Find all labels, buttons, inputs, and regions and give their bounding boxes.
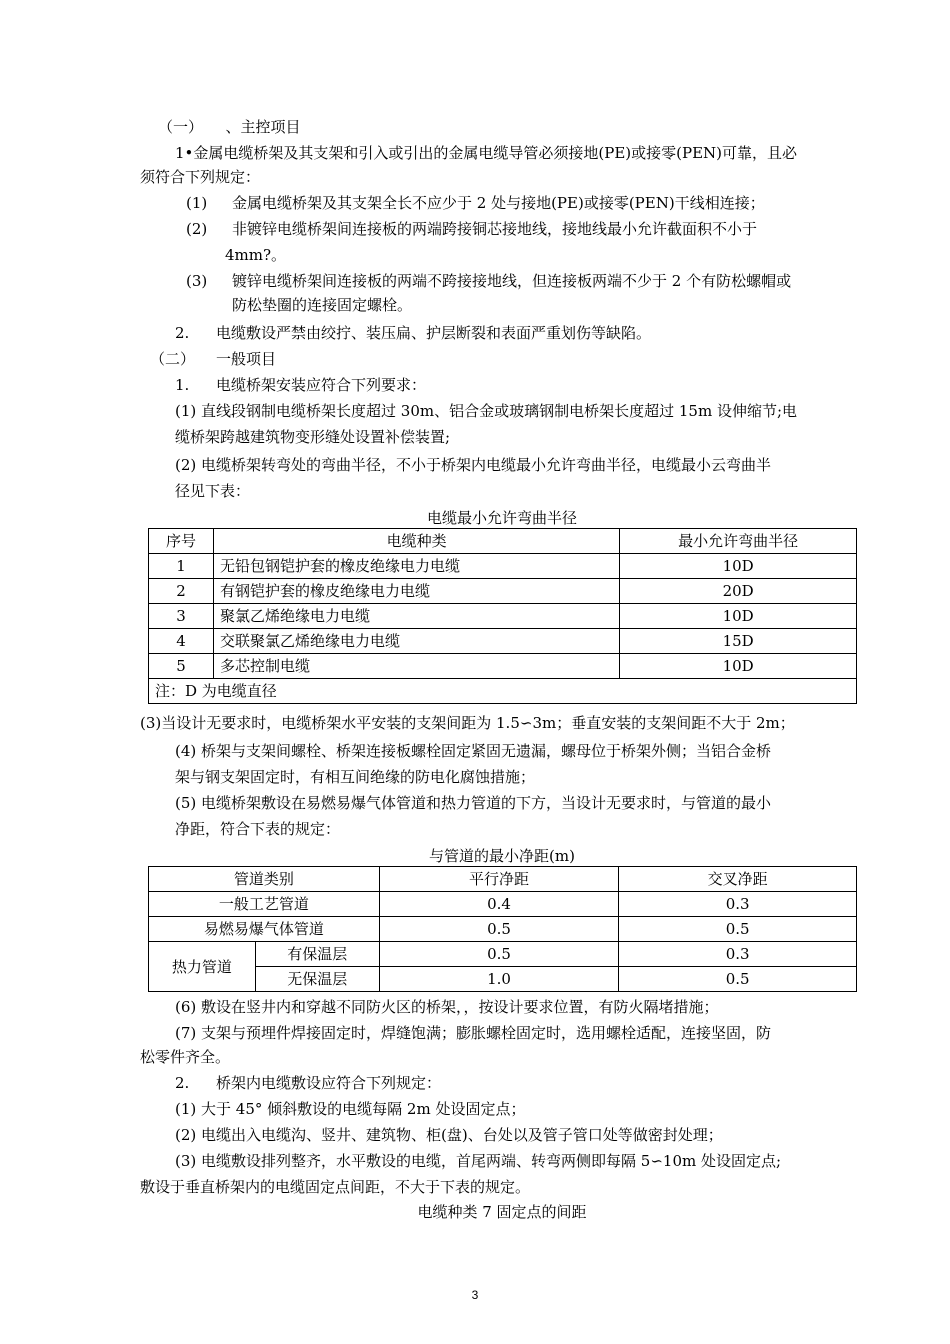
list-number: 1. <box>175 376 190 394</box>
table-cell: 有钢铠护套的橡皮绝缘电力电缆 <box>213 579 619 604</box>
table-row <box>149 942 857 967</box>
list-number: (3) <box>186 272 208 290</box>
table-header-cell: 序号 <box>149 529 214 554</box>
paragraph-line: 架与钢支架固定时，有相互间绝缘的防电化腐蚀措施； <box>175 768 536 786</box>
list-number: 2. <box>175 1074 190 1092</box>
section-heading-general: 一般项目 <box>216 350 277 368</box>
table-cell: 交联聚氯乙烯绝缘电力电缆 <box>213 629 619 654</box>
table-cell: 一般工艺管道 <box>149 892 380 917</box>
paragraph-line: 桥架内电缆敷设应符合下列规定： <box>216 1074 442 1092</box>
table-cell: 4 <box>149 629 214 654</box>
table-row <box>149 579 857 604</box>
paragraph-line: 1•金属电缆桥架及其支架和引入或引出的金属电缆导管必须接地(PE)或接零(PEN)可靠，且必 <box>175 144 798 162</box>
paragraph-line: 敷设于垂直桥架内的电缆固定点间距，不大于下表的规定。 <box>140 1178 531 1196</box>
table-row <box>149 917 857 942</box>
table-header-cell: 交叉净距 <box>619 867 857 892</box>
list-item-continuation: 4mm?。 <box>225 246 287 264</box>
table-cell: 10D <box>620 554 857 579</box>
table-header-row <box>149 867 857 892</box>
table-cell: 0.5 <box>619 967 857 992</box>
bend-radius-table <box>148 528 857 704</box>
paragraph-line: 松零件齐全。 <box>140 1048 231 1066</box>
table-header-cell: 最小允许弯曲半径 <box>620 529 857 554</box>
table-cell: 无保温层 <box>255 967 379 992</box>
table-cell: 1 <box>149 554 214 579</box>
table-row <box>149 967 857 992</box>
paragraph-line: 缆桥架跨越建筑物变形缝处设置补偿装置; <box>175 428 451 446</box>
paragraph-line: (2) 电缆桥架转弯处的弯曲半径，不小于桥架内电缆最小允许弯曲半径，电缆最小云弯曲半 <box>175 456 772 474</box>
list-item-text: 金属电缆桥架及其支架全长不应少于 2 处与接地(PE)或接零(PEN)干线相连接； <box>232 194 765 212</box>
table-cell: 无铅包钢铠护套的橡皮绝缘电力电缆 <box>213 554 619 579</box>
table-cell: 1.0 <box>379 967 619 992</box>
table-cell: 有保温层 <box>255 942 379 967</box>
paragraph-line: (5) 电缆桥架敷设在易燃易爆气体管道和热力管道的下方，当设计无要求时，与管道的最小 <box>175 794 772 812</box>
table-cell: 0.4 <box>379 892 619 917</box>
paragraph-line: (1) 直线段钢制电缆桥架长度超过 30m、铝合金或玻璃钢制电桥架长度超过 15m 设伸缩节;电 <box>175 402 797 420</box>
paragraph-line: (3) 电缆敷设排列整齐，水平敷设的电缆，首尾两端、转弯两侧即每隔 5∽10m 处设固定点; <box>175 1152 782 1170</box>
table-note: 注：D 为电缆直径 <box>149 679 857 704</box>
table-group-cell: 热力管道 <box>149 942 256 992</box>
section-heading-number: （二） <box>150 350 196 368</box>
pipe-clearance-table <box>148 866 857 992</box>
table-cell: 2 <box>149 579 214 604</box>
paragraph-line: 须符合下列规定： <box>140 168 261 186</box>
table-row <box>149 629 857 654</box>
table-caption: 电缆最小允许弯曲半径 <box>426 509 577 527</box>
table-header-cell: 电缆种类 <box>213 529 619 554</box>
table-cell: 0.5 <box>379 917 619 942</box>
paragraph-line: 电缆敷设严禁由绞拧、装压扁、护层断裂和表面严重划伤等缺陷。 <box>216 324 652 342</box>
list-item-text: 镀锌电缆桥架间连接板的两端不跨接接地线，但连接板两端不少于 2 个有防松螺帽或 <box>232 272 792 290</box>
table-row <box>149 554 857 579</box>
paragraph-line: 净距，符合下表的规定： <box>175 820 341 838</box>
list-number: 2. <box>175 324 190 342</box>
list-number: (2) <box>186 220 208 238</box>
table-header-cell: 平行净距 <box>379 867 619 892</box>
table-cell: 10D <box>620 604 857 629</box>
table-row <box>149 892 857 917</box>
table-cell: 0.5 <box>619 917 857 942</box>
table-cell: 5 <box>149 654 214 679</box>
table-cell: 10D <box>620 654 857 679</box>
table-note-row <box>149 679 857 704</box>
table-row <box>149 604 857 629</box>
table-header-row <box>149 529 857 554</box>
table-cell: 0.3 <box>619 892 857 917</box>
paragraph-line: (3)当设计无要求时，电缆桥架水平安装的支架间距为 1.5∽3m；垂直安装的支架间距不大于 2m； <box>140 714 795 732</box>
list-item-continuation: 防松垫圈的连接固定螺栓。 <box>232 296 413 314</box>
list-item-text: 非镀锌电缆桥架间连接板的两端跨接铜芯接地线，接地线最小允许截面积不小于 <box>232 220 758 238</box>
table-cell: 20D <box>620 579 857 604</box>
paragraph-line: (6) 敷设在竖井内和穿越不同防火区的桥架，，按设计要求位置，有防火隔堵措施； <box>175 998 719 1016</box>
table-cell: 易燃易爆气体管道 <box>149 917 380 942</box>
table-cell: 聚氯乙烯绝缘电力电缆 <box>213 604 619 629</box>
table-caption: 与管道的最小净距(m) <box>429 847 575 865</box>
section-heading-main: （一） 、主控项目 <box>158 118 301 136</box>
table-cell: 3 <box>149 604 214 629</box>
table-cell: 0.3 <box>619 942 857 967</box>
table-header-cell: 管道类别 <box>149 867 380 892</box>
table-cell: 多芯控制电缆 <box>213 654 619 679</box>
list-number: (1) <box>186 194 208 212</box>
table-cell: 15D <box>620 629 857 654</box>
paragraph-line: (2) 电缆出入电缆沟、竖井、建筑物、柜(盘)、台处以及管子管口处等做密封处理； <box>175 1126 723 1144</box>
table-cell: 0.5 <box>379 942 619 967</box>
table-caption: 电缆种类 7 固定点的间距 <box>417 1203 587 1221</box>
paragraph-line: (4) 桥架与支架间螺栓、桥架连接板螺栓固定紧固无遗漏，螺母位于桥架外侧；当铝合金桥 <box>175 742 772 760</box>
paragraph-line: 电缆桥架安装应符合下列要求： <box>216 376 427 394</box>
page-number: 3 <box>471 1288 479 1302</box>
paragraph-line: (7) 支架与预埋件焊接固定时，焊缝饱满；膨胀螺栓固定时，选用螺栓适配，连接坚固，防 <box>175 1024 772 1042</box>
table-row <box>149 654 857 679</box>
paragraph-line: 径见下表： <box>175 482 251 500</box>
paragraph-line: (1) 大于 45° 倾斜敷设的电缆每隔 2m 处设固定点； <box>175 1100 526 1118</box>
